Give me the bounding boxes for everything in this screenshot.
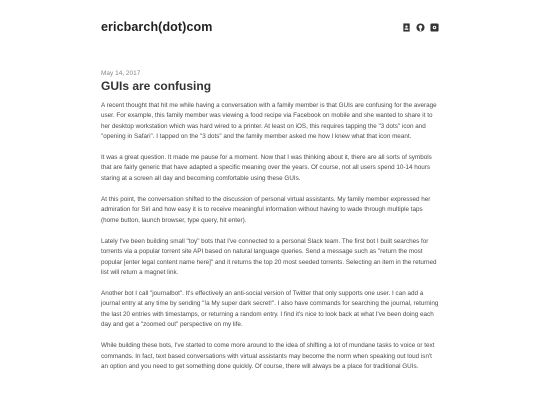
- site-header: [101, 0, 439, 40]
- post-paragraph: Another bot I call "journalbot". It's effectively an anti-social version of Twitter that only supports one user. I can add a journal entry at any time by sending "!a My super dark secret!". I also have commands for searching the journal, returning the last 20 entries with timestamps, or returning a random entry. I find it's nice to look back at what I've been doing each day and get a "zoomed out" perspective on my life.: [101, 290, 439, 329]
- github-icon[interactable]: [416, 23, 425, 32]
- header-icon-bar: [402, 23, 439, 32]
- post-paragraph: It was a great question. It made me pause for a moment. Now that I was thinking about it, there are all sorts of symbols that are fairly generic that have adapted a specific meaning over the years. Of course, not all users spend 10-14 hours staring at a screen all day and becoming comfortable using these GUIs.: [101, 154, 432, 182]
- post-title[interactable]: GUIs are confusing: [101, 79, 212, 93]
- site-title-link[interactable]: ericbarch(dot)com: [101, 20, 213, 34]
- post: [101, 69, 439, 383]
- post-body: [101, 101, 439, 372]
- post-paragraph: At this point, the conversation shifted to the discussion of personal virtual assistants. My family member expressed her admiration for Siri and how easy it is to receive meaningful information without having to wade through multiple taps (home button, launch browser, type query, hit enter).: [101, 196, 431, 224]
- post-paragraph: While building these bots, I've started to come more around to the idea of shifting a lot of mundane tasks to voice or text commands. In fact, text based conversations with virtual assistants may become the norm when speaking out loud isn't an option and you need to get something done quickly. Of course, there will always be a place for traditional GUIs.: [101, 342, 435, 370]
- post-paragraph: A recent thought that hit me while having a conversation with a family member is that GUIs are confusing for the average user. For example, this family member was viewing a food recipe via Facebook on mobile and she wanted to share it to her desktop workstation which was hard wired to a printer. At least on iOS, this requires tapping the "3 dots" icon and "opening in Safari". I tapped on the "3 dots" and the family member asked me how I knew what that icon meant.: [101, 102, 437, 140]
- post-date: May 14, 2017: [101, 70, 141, 77]
- post-paragraph: Lately I've been building small "toy" bots that I've connected to a personal Slack team. The first bot I built searches for torrents via a popular torrent site API based on natural language queries. Send a message such as "return the most popular [enter legal content name here]" and it returns the top 20 most seeded torrents. Selecting an item in the returned list will return a magnet link.: [101, 237, 437, 276]
- settings-icon[interactable]: [430, 23, 439, 32]
- resume-icon[interactable]: [402, 23, 411, 32]
